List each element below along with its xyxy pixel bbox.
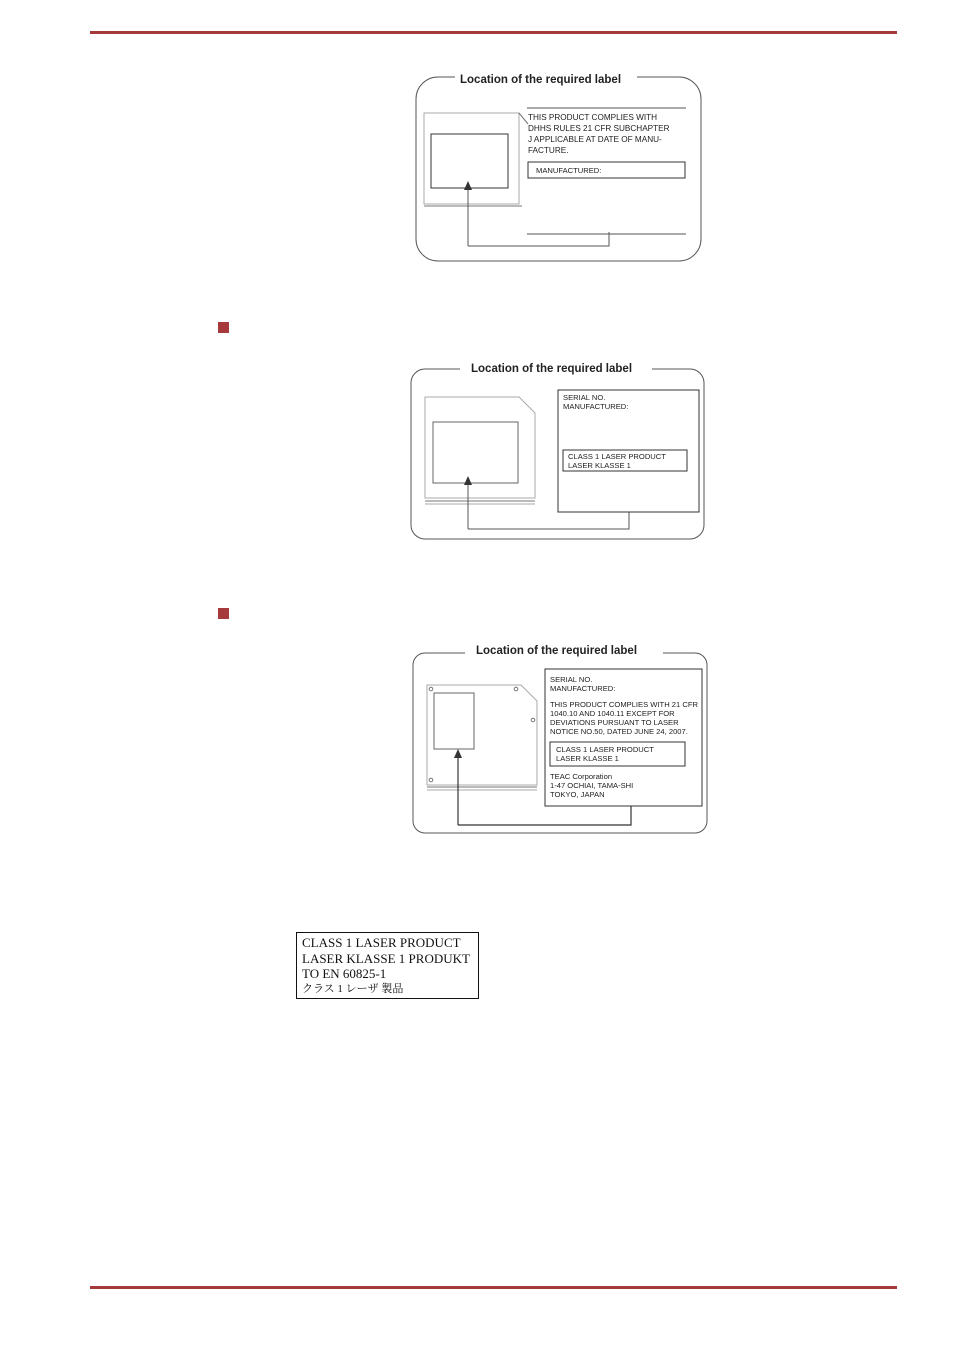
figure-3-manufactured: MANUFACTURED: [550,684,616,693]
figure-3-class-line: CLASS 1 LASER PRODUCT [556,745,654,754]
class-1-laser-label [296,932,479,999]
figure-3-title: Location of the required label [476,645,638,657]
figure-1-label-line: J APPLICABLE AT DATE OF MANU- [528,135,662,144]
figure-1-label-line: THIS PRODUCT COMPLIES WITH [528,113,658,122]
header-rule [90,31,897,34]
bullet-2 [218,608,229,619]
figure-2-manufactured: MANUFACTURED: [563,402,629,411]
figure-1-title: Location of the required label [460,74,622,86]
figure-3-class-line: LASER KLASSE 1 [556,754,619,763]
class-label-line: TO EN 60825-1 [302,966,387,981]
label-location-figure-1 [412,70,706,266]
class-label-line: LASER KLASSE 1 PRODUKT [302,950,470,966]
figure-2-title: Location of the required label [471,363,633,375]
class-label-line-japanese: クラス 1 レーザ 製品 [302,982,404,995]
figure-3-maker-line: 1-47 OCHIAI, TAMA-SHI [550,781,634,790]
figure-3-compliance-line: DEVIATIONS PURSUANT TO LASER [550,718,679,727]
figure-1-manufactured: MANUFACTURED: [536,166,602,175]
figure-3-compliance-line: THIS PRODUCT COMPLIES WITH 21 CFR [550,700,698,709]
figure-3-maker-line: TEAC Corporation [550,772,613,781]
figure-2-class-line: LASER KLASSE 1 [568,461,631,470]
figure-1-label-line: DHHS RULES 21 CFR SUBCHAPTER [528,124,670,133]
figure-2-serial: SERIAL NO. [563,393,606,402]
figure-1-label-line: FACTURE. [528,146,569,155]
bullet-1 [218,322,229,333]
class-label-line: CLASS 1 LASER PRODUCT [302,935,461,950]
figure-3-compliance-line: NOTICE NO.50, DATED JUNE 24, 2007. [550,727,688,736]
footer-rule [90,1286,897,1289]
figure-3-maker-line: TOKYO, JAPAN [550,790,605,799]
label-location-figure-3 [410,642,710,836]
label-location-figure-2 [408,358,708,544]
figure-3-compliance-line: 1040.10 AND 1040.11 EXCEPT FOR [550,709,675,718]
figure-3-serial: SERIAL NO. [550,675,593,684]
figure-2-class-line: CLASS 1 LASER PRODUCT [568,452,666,461]
